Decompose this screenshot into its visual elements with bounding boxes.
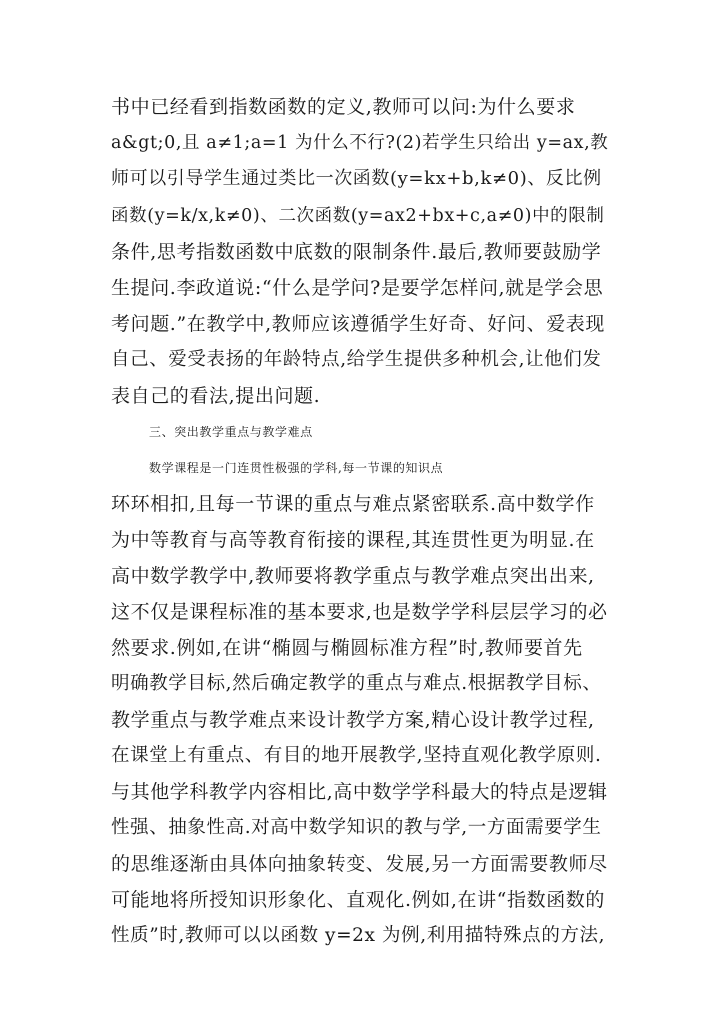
text-line: 与其他学科教学内容相比,高中数学学科最大的特点是逻辑 [111, 781, 608, 803]
text-line: 书中已经看到指数函数的定义,教师可以问:为什么要求 [111, 96, 576, 118]
text-line: 生提问.李政道说:“什么是学问?是要学怎样问,就是学会思 [111, 277, 604, 299]
text-line: 表自己的看法,提出问题. [111, 385, 321, 407]
text-line: 环环相扣,且每一节课的重点与难点紧密联系.高中数学作 [111, 493, 595, 515]
text-line: 函数(y=k/x,k≠0)、二次函数(y=ax2+bx+c,a≠0)中的限制 [111, 206, 605, 226]
text-line: 的思维逐渐由具体向抽象转变、发展,另一方面需要教师尽 [111, 853, 608, 875]
text-line: 师可以引导学生通过类比一次函数(y=kx+b,k≠0)、反比例 [111, 168, 602, 189]
text-line: 可能地将所授知识形象化、直观化.例如,在讲“指数函数的 [111, 889, 605, 911]
paragraph-first-line: 数学课程是一门连贯性极强的学科,每一节课的知识点 [149, 461, 444, 475]
text-line: 自己、爱受表扬的年龄特点,给学生提供多种机会,让他们发 [111, 349, 602, 370]
text-line: 为中等教育与高等教育衔接的课程,其连贯性更为明显.在 [111, 529, 595, 551]
text-line: 这不仅是课程标准的基本要求,也是数学学科层层学习的必 [111, 601, 608, 623]
section-heading: 三、突出教学重点与教学难点 [149, 425, 313, 439]
text-line: 然要求.例如,在讲“椭圆与椭圆标准方程”时,教师要首先 [111, 637, 583, 659]
text-line: 高中数学教学中,教师要将教学重点与教学难点突出出来, [111, 565, 595, 587]
text-line: 教学重点与教学难点来设计教学方案,精心设计教学过程, [111, 709, 595, 731]
text-line: a&gt;0,且 a≠1;a=1 为什么不行?(2)若学生只给出 y=ax,教 [111, 133, 609, 153]
text-line: 性强、抽象性高.对高中数学知识的教与学,一方面需要学生 [111, 817, 602, 838]
text-line: 考问题.”在教学中,教师应该遵循学生好奇、好问、爱表现 [111, 313, 605, 335]
text-line: 性质”时,教师可以以函数 y=2x 为例,利用描特殊点的方法, [111, 925, 606, 946]
text-line: 明确教学目标,然后确定教学的重点与难点.根据教学目标、 [111, 673, 602, 694]
text-line: 在课堂上有重点、有目的地开展教学,坚持直观化教学原则. [111, 745, 602, 766]
text-line: 条件,思考指数函数中底数的限制条件.最后,教师要鼓励学 [111, 241, 602, 263]
